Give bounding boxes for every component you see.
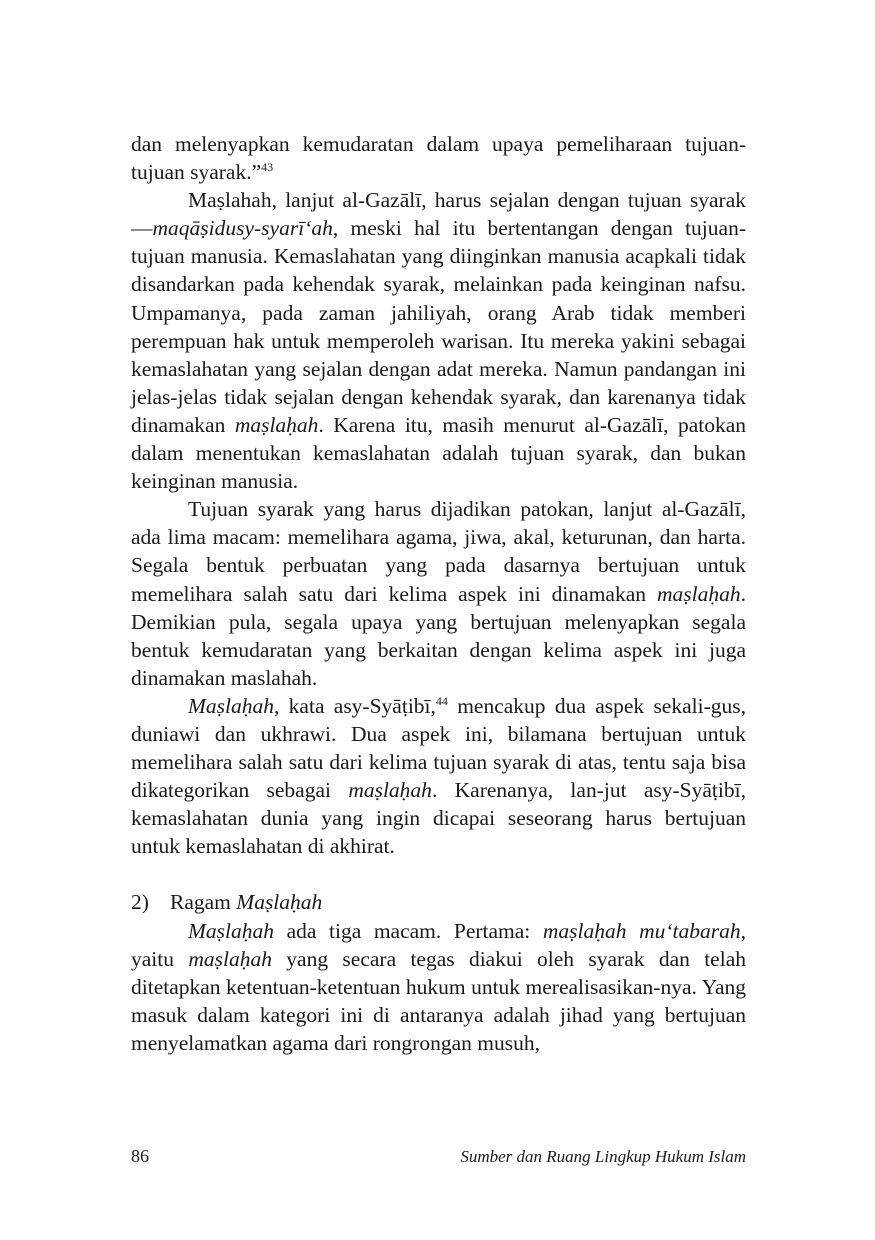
page-number: 86 [131, 1146, 149, 1166]
page-footer [131, 1146, 746, 1167]
section-heading-term: Maṣlaḥah [236, 890, 323, 915]
text-run: , yaitu [131, 918, 746, 971]
text-run: . Karenanya, lan-jut asy-Syāṭibī, kemaslahatan dunia yang ingin dicapai seseorang harus bertujuan untuk kemaslahatan di akhirat. [131, 778, 746, 859]
italic-term: maṣlaḥah [188, 946, 272, 971]
paragraph-group [131, 130, 746, 860]
text-run: , meski hal itu bertentangan dengan tujuan-tujuan manusia. Kemaslahatan yang diinginkan manusia acapkali tidak disandarkan pada kehendak syarak, melainkan pada keinginan nafsu. Umpamanya, pada zaman jahiliyah, orang Arab tidak memberi perempuan hak untuk memperoleh warisan. Itu mereka yakini sebagai kemaslahatan yang sejalan dengan adat mereka. Namun pandangan ini jelas-jelas tidak sejalan dengan kehendak syarak, dan karenanya tidak dinamakan [131, 216, 746, 437]
section-heading-text: Ragam [170, 890, 237, 915]
italic-term: maṣlaḥah [234, 412, 319, 437]
running-title: Sumber dan Ruang Lingkup Hukum Islam [460, 1147, 746, 1166]
paragraph [131, 130, 746, 186]
text-run: . Demikian pula, segala upaya yang bertujuan melenyapkan segala bentuk kemudaratan yang berkaitan dengan kelima aspek ini juga dinamakan maslahah. [131, 581, 746, 690]
paragraph [131, 495, 746, 692]
italic-term: maṣlaḥah [348, 778, 432, 803]
footnote-marker: 44 [435, 693, 448, 708]
italic-term: maṣlaḥah [657, 581, 741, 606]
section-number: 2) [131, 890, 149, 915]
paragraph [131, 186, 746, 495]
body-text [131, 130, 746, 1057]
text-run: yang secara tegas diakui oleh syarak dan telah ditetapkan ketentuan-ketentuan hukum untuk merealisasikan-nya. Yang masuk dalam kategori ini di antaranya adalah jihad yang bertujuan menyelamatkan agama dari rongrongan musuh, [131, 946, 746, 1055]
paragraph [131, 917, 746, 1057]
italic-term: maṣlaḥah mu‘tabarah [542, 918, 741, 943]
text-run: mencakup dua aspek sekali-gus, duniawi dan ukhrawi. Dua aspek ini, bilamana bertujuan untuk memelihara salah satu dari kelima tujuan syarak di atas, tentu saja bisa dikategorikan sebagai [131, 693, 746, 803]
section-heading [131, 888, 746, 916]
text-run: dan melenyapkan kemudaratan dalam upaya pemeliharaan tujuan-tujuan syarak.” [131, 132, 746, 185]
text-run: Tujuan syarak yang harus dijadikan patokan, lanjut al-Gazālī, ada lima macam: memelihara agama, jiwa, akal, keturunan, dan harta. Segala bentuk perbuatan yang pada dasarnya bertujuan untuk memelihara salah satu dari kelima aspek ini dinamakan [131, 497, 746, 606]
italic-term: maqāṣidusy-syarī‘ah [152, 216, 333, 241]
italic-term: Maṣlaḥah [188, 693, 274, 718]
paragraph-group [131, 917, 746, 1057]
footnote-marker: 43 [261, 160, 274, 175]
text-run: Maṣlahah, lanjut al-Gazālī, harus sejalan dengan tujuan syarak— [131, 188, 746, 241]
paragraph [131, 692, 746, 861]
text-run: , kata asy-Syāṭibī, [274, 693, 436, 718]
text-run: . Karena itu, masih menurut al-Gazālī, patokan dalam menentukan kemaslahatan adalah tujuan syarak, dan bukan keinginan manusia. [131, 412, 747, 494]
italic-term: Maṣlaḥah [188, 918, 274, 943]
text-run: ada tiga macam. Pertama: [274, 918, 543, 943]
